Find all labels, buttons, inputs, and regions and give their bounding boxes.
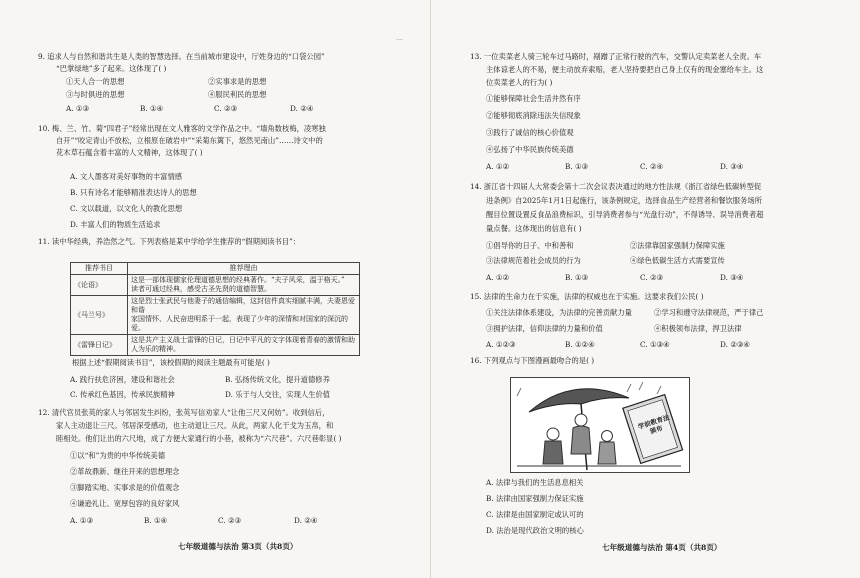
q15-item-1: ①关注法律体系建设，为法律的完善贡献力量 <box>486 308 632 317</box>
q9-choice-b: B. ①④ <box>140 104 164 113</box>
q9-item-4: ④服民利民的思想 <box>208 90 267 99</box>
q10-line-1: 10. 梅、兰、竹、菊“四君子”经常出现在文人雅客的文学作品之中。“墙角数枝梅，凌寒独 <box>38 124 326 133</box>
q12-choice-c: C. ②③ <box>218 516 242 525</box>
q11-option-c: C. 传承红色基因，传承民族精神 <box>70 390 175 399</box>
reason-line: 读者可通过经典，感受古圣先贤的道德智慧。 <box>131 285 271 293</box>
q16-option-c: C. 法律是由国家制定或认可的 <box>486 510 584 519</box>
book-title: 《论语》 <box>71 275 128 296</box>
q10-option-d: D. 丰富人们的物质生活追求 <box>70 220 161 229</box>
q12-choice-d: D. ②④ <box>294 516 318 525</box>
cartoon-illustration <box>510 377 690 473</box>
q11-after: 根据上述“假期阅读书目”，该校假期的阅读主题最有可能是( ) <box>72 358 270 367</box>
q15-choice-d: D. ②③④ <box>720 340 750 349</box>
q14-item-4: ④绿色低碳生活方式需要宣传 <box>630 256 725 265</box>
q14-item-3: ③法律规范着社会成员的行为 <box>486 256 581 265</box>
q10-option-a: A. 文人墨客对美好事物的丰富情感 <box>70 172 183 181</box>
q16-option-b: B. 法律由国家强制力保证实施 <box>486 494 584 503</box>
reason-line: 家国情怀、人民奋进明系于一起，表现了少年的深情和对国家的深沉的爱。 <box>131 315 348 332</box>
q10-line-2: 自开”“咬定青山不放松，立根原在破岩中”“采菊东篱下，悠然见南山”……诗文中的 <box>56 136 323 145</box>
table-row <box>71 275 360 296</box>
q16-option-a: A. 法律与我们的生活息息相关 <box>486 478 584 487</box>
q14-line-3: 醒目位置设置反食品浪费标识，引导消费者参与“光盘行动”，不得诱导、误导消费者超 <box>486 210 764 219</box>
page-4-footer: 七年级道德与法治 第4页（共8页） <box>602 543 722 552</box>
q10-option-c: C. 文以载道，以文化人的教化思想 <box>70 204 183 213</box>
q13-line-1: 13. 一位卖菜老人骑三轮车过马路时，剐蹭了正常行驶的汽车，交警认定卖菜老人全责。车 <box>470 52 762 61</box>
q9-line-1: 9. 追求人与自然和谐共生是人类的智慧选择。在当前城市建设中，厅姓身边的“口袋公园” <box>38 52 325 61</box>
q12-choice-a: A. ①③ <box>70 516 93 525</box>
q10-option-b: B. 只有诗名才能够精准表达诗人的思想 <box>70 188 197 197</box>
q12-item-3: ③脚踏实地、实事求是的价值观念 <box>70 483 180 492</box>
q14-item-1: ①倡导你的日子、中和善和 <box>486 241 574 250</box>
book-title: 《马兰号》 <box>71 296 128 335</box>
q13-item-3: ③践行了诚信的核心价值观 <box>486 128 574 137</box>
q9-choice-c: C. ②③ <box>214 104 238 113</box>
q11-option-a: A. 践行扶危济困，建设和谐社会 <box>70 375 175 384</box>
q14-line-2: 进条例》自2025年1月1日起施行，该条例规定，选择食品生产经营者和餐饮服务场所 <box>486 196 762 205</box>
q12-item-1: ①以“和”为贵的中华传统美德 <box>70 451 166 460</box>
q14-item-2: ②法律靠国家强制力保障实施 <box>630 241 725 250</box>
reason-line: 人为乐的精神。 <box>131 345 180 353</box>
q9-choice-d: D. ②④ <box>290 104 314 113</box>
q12-item-4: ④谦逊礼让、宽厚包容的良好家风 <box>70 499 180 508</box>
q14-line-1: 14. 浙江省十四届人大常委会第十二次会议表决通过的地方性法规《浙江省绿色低碳转型促 <box>470 182 762 191</box>
table-header-book: 推荐书目 <box>71 263 128 275</box>
q15-choice-a: A. ①②③ <box>486 340 516 349</box>
q11-line-1: 11. 读中华经典，养浩然之气。下列表格是某中学给学生推荐的“假期阅读书目”： <box>38 237 301 246</box>
q12-choice-b: B. ①④ <box>144 516 168 525</box>
scan-mark: — <box>396 35 403 43</box>
q12-line-3: 睦相处。他们让出的六尺地，成了方便大家通行的小巷，被称为“六尺巷”。六尺巷彰显( ) <box>56 434 342 443</box>
q16-line-1: 16. 下列观点与下图漫画最吻合的是( ) <box>470 356 595 365</box>
q15-line-1: 15. 法律的生命力在于实施，法律的权威也在于实施。这要求我们公民( ) <box>470 292 704 301</box>
reading-list-table <box>70 262 360 356</box>
q12-line-2: 家人主动退让三尺。邻居深受感动，也主动退让三尺。从此，两家人化干戈为玉帛，和 <box>56 421 334 430</box>
q13-choice-b: B. ①③ <box>565 162 589 171</box>
q15-item-4: ④积极领布法律，捍卫法律 <box>654 324 742 333</box>
q11-option-b: B. 弘扬传统文化，提升道德修养 <box>225 375 330 384</box>
reason-line: 这是烈士张武民与他妻子的通信编辑，这封信件真实细腻丰满，夫妻恩爱和谐 <box>131 297 355 314</box>
q14-line-4: 量点餐。这体现出的信息有( ) <box>486 224 582 233</box>
q12-line-1: 12. 清代官员张英的家人与邻居发生纠纷，张英写信劝家人“让他三尺又何妨”。收到信后， <box>38 408 330 417</box>
q14-choice-c: C. ②③ <box>640 273 664 282</box>
q14-choice-d: D. ③④ <box>720 273 744 282</box>
cartoon-book-label: 学前教育法 颁布 <box>637 413 671 436</box>
table-row <box>71 296 360 335</box>
q13-item-2: ②能够彻底消除违法失信现象 <box>486 111 581 120</box>
q12-item-2: ②革故鼎新、继往开来的思想理念 <box>70 467 180 476</box>
q11-option-d: D. 乐于与人交往，实现人生价值 <box>225 390 331 399</box>
book-reason <box>128 275 360 296</box>
q13-item-1: ①能够保障社会生活井然有序 <box>486 94 581 103</box>
table-header-reason: 推荐理由 <box>128 263 360 275</box>
q14-choice-b: B. ①③ <box>565 273 589 282</box>
q13-choice-d: D. ③④ <box>720 162 744 171</box>
q13-line-3: 位卖菜老人的行为( ) <box>486 78 553 87</box>
q15-choice-c: C. ①③④ <box>640 340 670 349</box>
reason-line: 这是共产主义战士雷锋的日记，日记中平凡的文字体现着青春的激情和助 <box>131 336 355 344</box>
q13-item-4: ④弘扬了中华民族传统美德 <box>486 145 574 154</box>
page-4 <box>430 0 860 578</box>
q13-line-2: 主体谅老人的不易，便主动放弃索赔，老人坚持要把自己身上仅有的现金塞给车主。这 <box>486 65 764 74</box>
q9-item-1: ①天人合一的思想 <box>66 77 125 86</box>
q15-item-3: ③拥护法律，信仰法律的力量和价值 <box>486 324 603 333</box>
q9-item-3: ③与时俱进的思想 <box>66 90 125 99</box>
q15-item-2: ②学习和遵守法律规范，严于律己 <box>654 308 764 317</box>
book-reason <box>128 296 360 335</box>
q13-choice-a: A. ①② <box>486 162 509 171</box>
q15-choice-b: B. ①②④ <box>565 340 595 349</box>
book-title: 《雷锋日记》 <box>71 335 128 356</box>
reason-line: 这是一部体现儒家伦理道德思想的经典著作。“夫子风采，温于格天。” <box>131 276 345 284</box>
q10-line-3: 花木草石蕴含着丰富的人文精神，这体现了( ) <box>56 148 203 157</box>
table-row <box>71 335 360 356</box>
q9-choice-a: A. ①③ <box>66 104 89 113</box>
q9-item-2: ②实事求是的思想 <box>208 77 267 86</box>
page-3-footer: 七年级道德与法治 第3页（共8页） <box>178 542 298 551</box>
q9-line-2: “巴掌绿地”多了起来。这体现了( ) <box>56 64 167 73</box>
book-reason <box>128 335 360 356</box>
q16-option-d: D. 法治是现代政治文明的核心 <box>486 526 584 535</box>
q13-choice-c: C. ②④ <box>640 162 664 171</box>
q14-choice-a: A. ①② <box>486 273 509 282</box>
